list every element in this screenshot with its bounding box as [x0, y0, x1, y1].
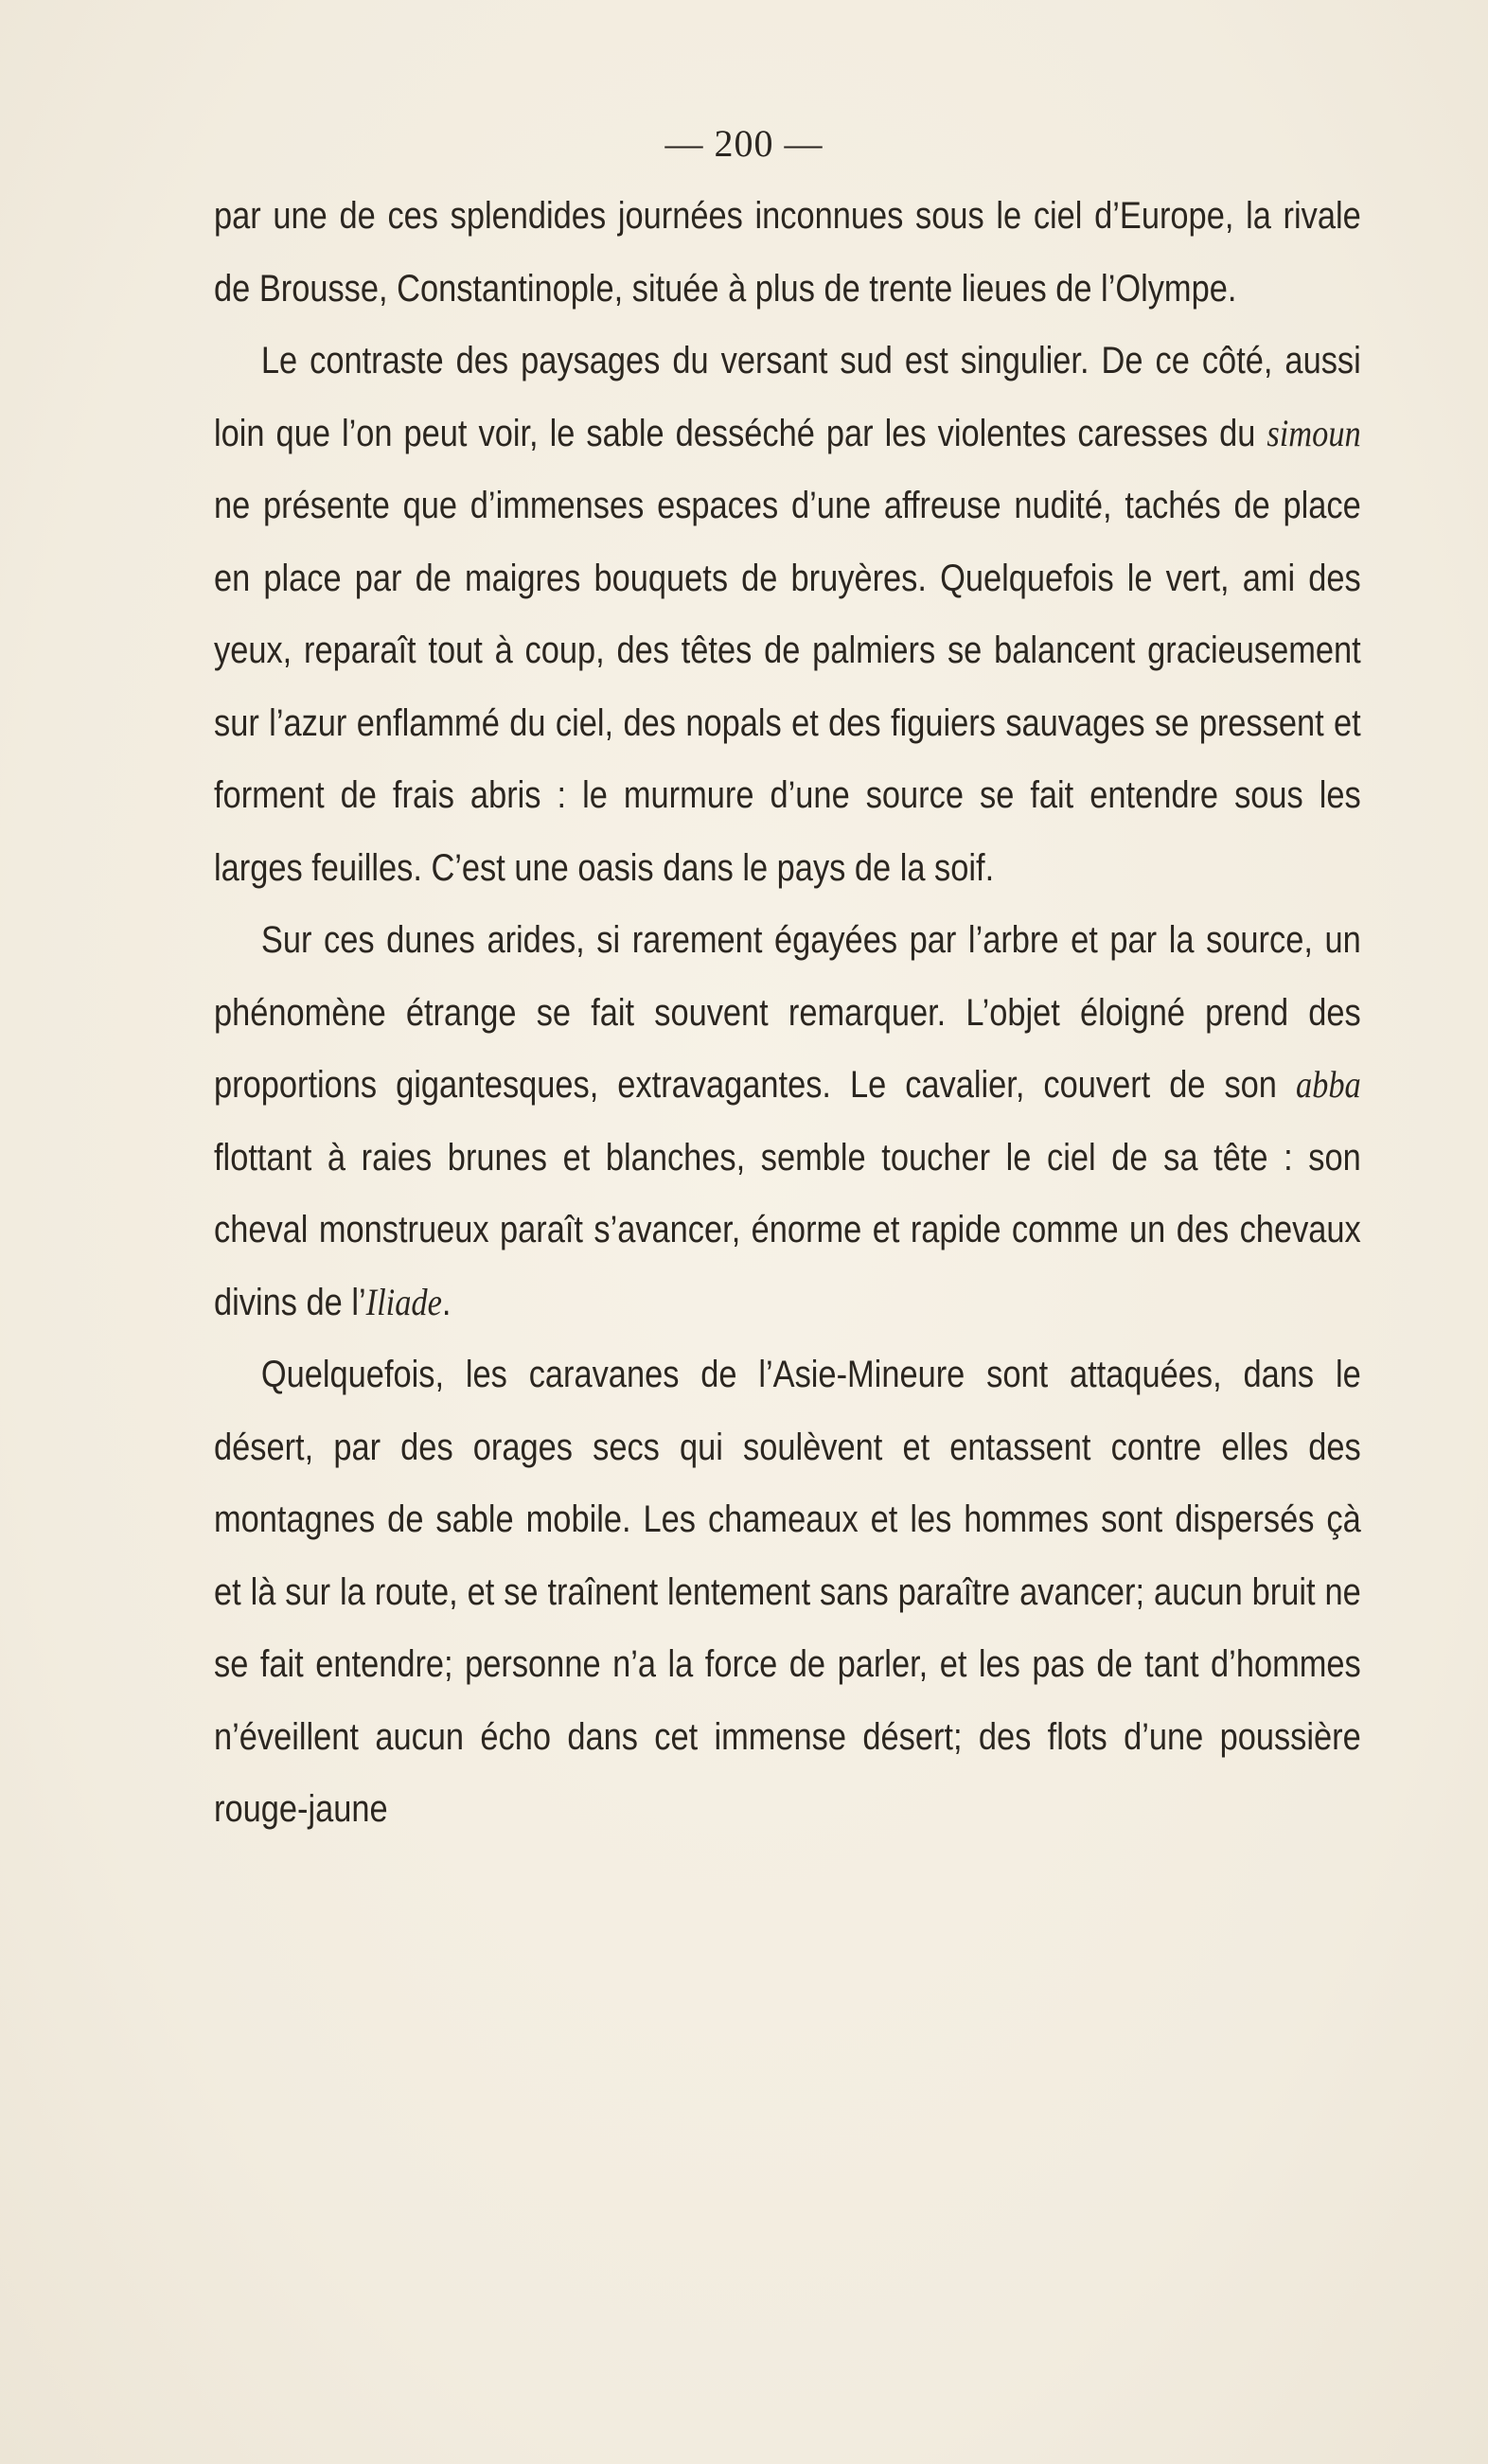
- body-text: [214, 180, 1361, 1846]
- paragraph-3: [214, 904, 1361, 1338]
- paragraph-4-text: Quelquefois, les caravanes de l’Asie-Mineure sont attaquées, dans le désert, par des orages secs qui soulèvent et entassent contre elles des montagnes de sable mobile. Les chameaux et les hommes sont dispersés çà et là sur la route, et se traînent lentement sans paraître avancer; aucun bruit ne se fait entendre; personne n’a la force de parler, et les pas de tant d’hommes n’éveillent aucun écho dans cet immense désert; des flots d’une poussière rouge-jaune: [214, 1354, 1361, 1830]
- paragraph-4: [214, 1338, 1361, 1846]
- paragraph-2: [214, 325, 1361, 904]
- paragraph-2-text-b: ne présente que d’immenses espaces d’une affreuse nudité, tachés de place en place par de maigres bouquets de bruyères. Quelquefois le vert, ami des yeux, reparaît tout à coup, des têtes de palmiers se balancent gracieusement sur l’azur enflammé du ciel, des nopals et des figuiers sauvages se pressent et forment de frais abris : le murmure d’une source se fait entendre sous les larges feuilles. C’est une oasis dans le pays de la soif.: [214, 485, 1361, 889]
- paragraph-3-text-a: Sur ces dunes arides, si rarement égayées par l’arbre et par la source, un phénomène étrange se fait souvent remarquer. L’objet éloigné prend des proportions gigantesques, extravagantes. Le cavalier, couvert de son: [214, 919, 1361, 1106]
- paragraph-2-text-a: Le contraste des paysages du versant sud est singulier. De ce côté, aussi loin que l’on peut voir, le sable desséché par les violentes caresses du: [214, 340, 1361, 454]
- paragraph-2-italic-simoun: simoun: [1267, 411, 1361, 454]
- page-number: — 200 —: [664, 122, 824, 165]
- paragraph-1: [214, 180, 1361, 325]
- paragraph-3-text-c: .: [441, 1281, 452, 1323]
- paragraph-3-italic-iliade: Iliade: [365, 1280, 442, 1323]
- paragraph-3-italic-abba: abba: [1295, 1063, 1361, 1106]
- paragraph-3-text-b: flottant à raies brunes et blanches, semble toucher le ciel de sa tête : son cheval monstrueux paraît s’avancer, énorme et rapide comme un des chevaux divins de l’: [214, 1136, 1361, 1323]
- paragraph-1-text: par une de ces splendides journées inconnues sous le ciel d’Europe, la rivale de Brousse, Constantinople, située à plus de trente lieues de l’Olympe.: [214, 195, 1361, 310]
